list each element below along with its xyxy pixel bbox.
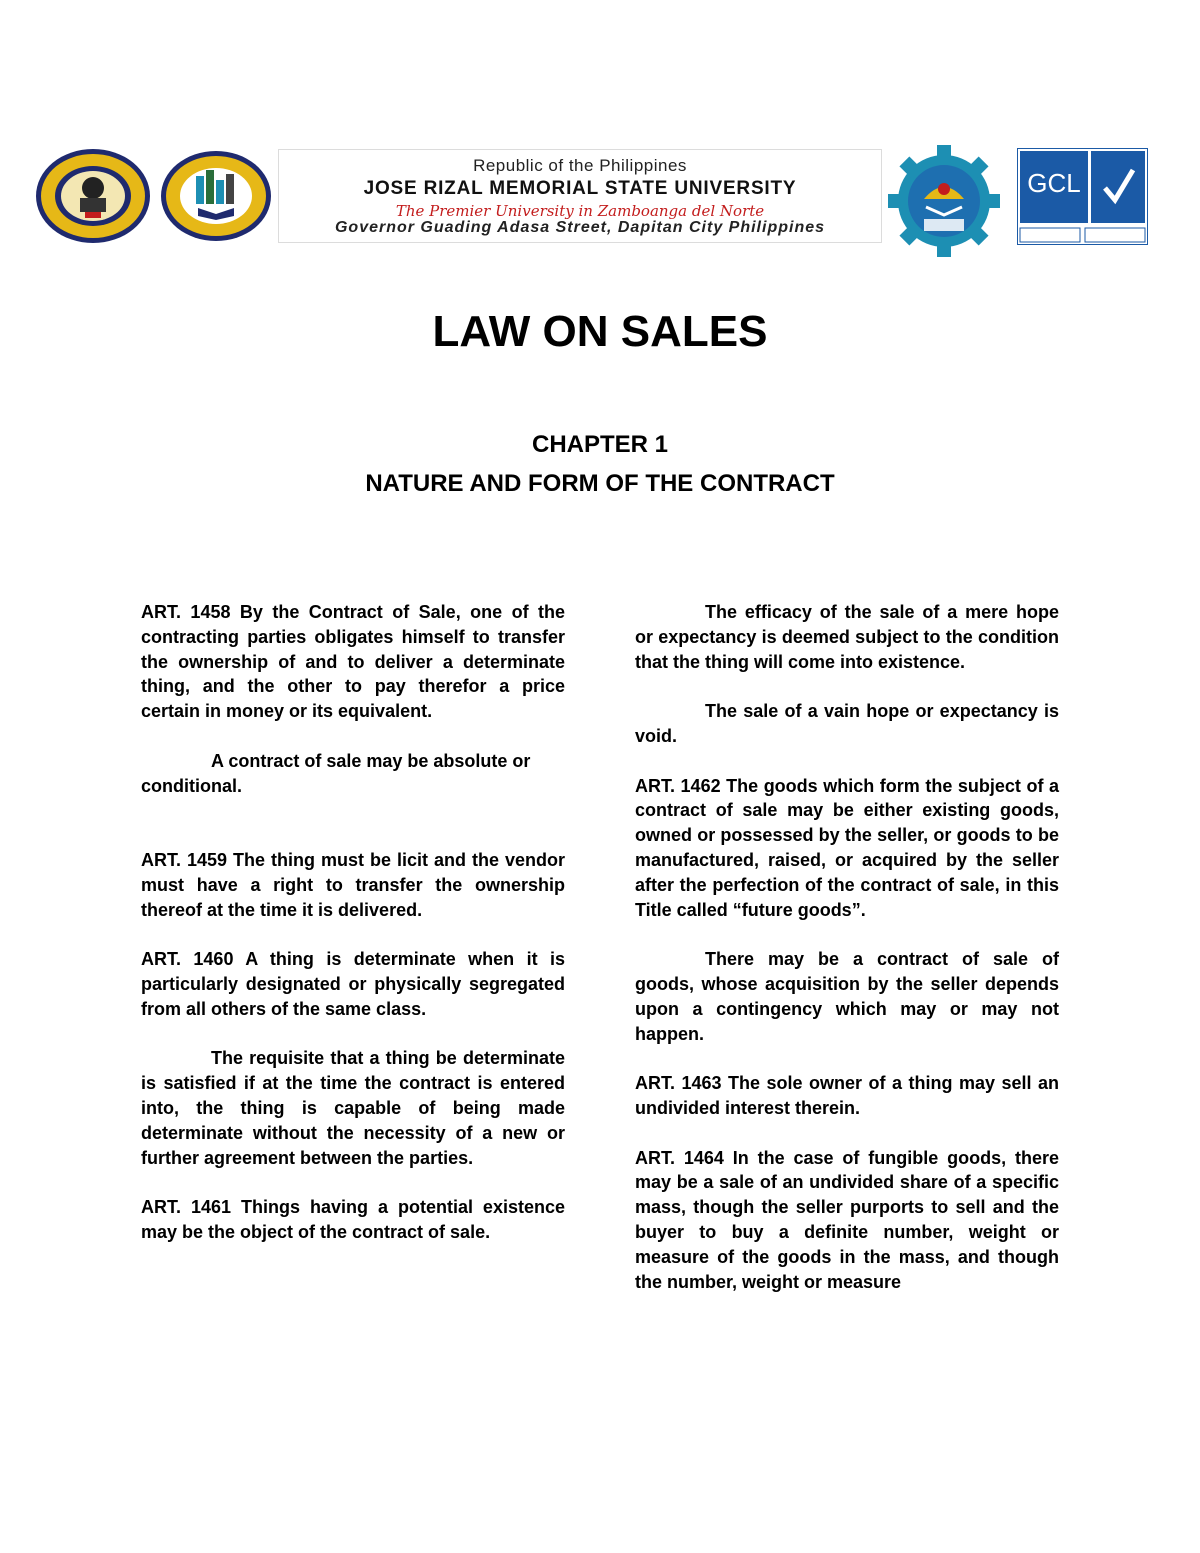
jrmsu-seal-icon bbox=[35, 148, 151, 244]
article-1460-para-2: The requisite that a thing be determinate is satisfied if at the time the contract is entered into, the thing is capable of being made determinate without the necessity of a new or further agreement between the parties. bbox=[141, 1048, 565, 1168]
republic-line: Republic of the Philippines bbox=[473, 156, 687, 175]
gcl-ukas-cert-icon bbox=[1017, 148, 1148, 245]
college-business-seal-icon bbox=[160, 150, 272, 242]
article-1460: ART. 1460 A thing is determinate when it is particularly designated or physically segregated from all others of the same class. bbox=[141, 949, 565, 1019]
article-1459: ART. 1459 The thing must be licit and the vendor must have a right to transfer the ownership thereof at the time it is delivered. bbox=[141, 849, 565, 920]
svg-text:GCL: GCL bbox=[1027, 168, 1081, 198]
left-column bbox=[141, 600, 565, 1270]
article-1462-para-2: There may be a contract of sale of goods, whose acquisition by the seller depends upon a contingency which may or may not happen. bbox=[635, 949, 1059, 1044]
article-1464: ART. 1464 In the case of fungible goods, there may be a sale of an undivided share of a specific mass, though the seller purports to sell and the buyer to buy a definite number, weight or measure of the goods in the mass, and though the number, weight or measure bbox=[635, 1147, 1059, 1292]
document-title: LAW ON SALES bbox=[432, 307, 768, 356]
article-1458: ART. 1458 By the Contract of Sale, one of the contracting parties obligates himself to transfer the ownership of and to deliver a determinate thing, and the other to pay therefor a price certain in money or its equivalent. bbox=[141, 602, 565, 722]
university-banner bbox=[278, 149, 882, 243]
article-1461-para-2: The efficacy of the sale of a mere hope or expectancy is deemed subject to the condition that the thing will come into existence. bbox=[635, 602, 1059, 672]
letterhead bbox=[0, 0, 1200, 260]
article-1463: ART. 1463 The sole owner of a thing may sell an undivided interest therein. bbox=[635, 1073, 1059, 1118]
article-1461-para-3: The sale of a vain hope or expectancy is void. bbox=[635, 701, 1059, 746]
aaccup-gear-icon bbox=[888, 145, 1000, 257]
article-1462: ART. 1462 The goods which form the subject of a contract of sale may be either existing goods, owned or possessed by the seller, or goods to be manufactured, raised, or acquired by the seller after the perfection of the contract of sale, in this Title called “future goods”. bbox=[635, 775, 1059, 920]
university-address: Governor Guading Adasa Street, Dapitan City Philippines bbox=[334, 219, 826, 236]
chapter-title: NATURE AND FORM OF THE CONTRACT bbox=[365, 470, 835, 497]
right-column bbox=[635, 600, 1059, 1319]
article-1458-para-2: A contract of sale may be absolute or conditional. bbox=[141, 750, 531, 796]
article-1461: ART. 1461 Things having a potential existence may be the object of the contract of sale. bbox=[141, 1197, 565, 1242]
university-motto: The Premier University in Zamboanga del Norte bbox=[395, 202, 765, 220]
university-name: JOSE RIZAL MEMORIAL STATE UNIVERSITY bbox=[363, 178, 797, 199]
chapter-number: CHAPTER 1 bbox=[531, 431, 669, 458]
